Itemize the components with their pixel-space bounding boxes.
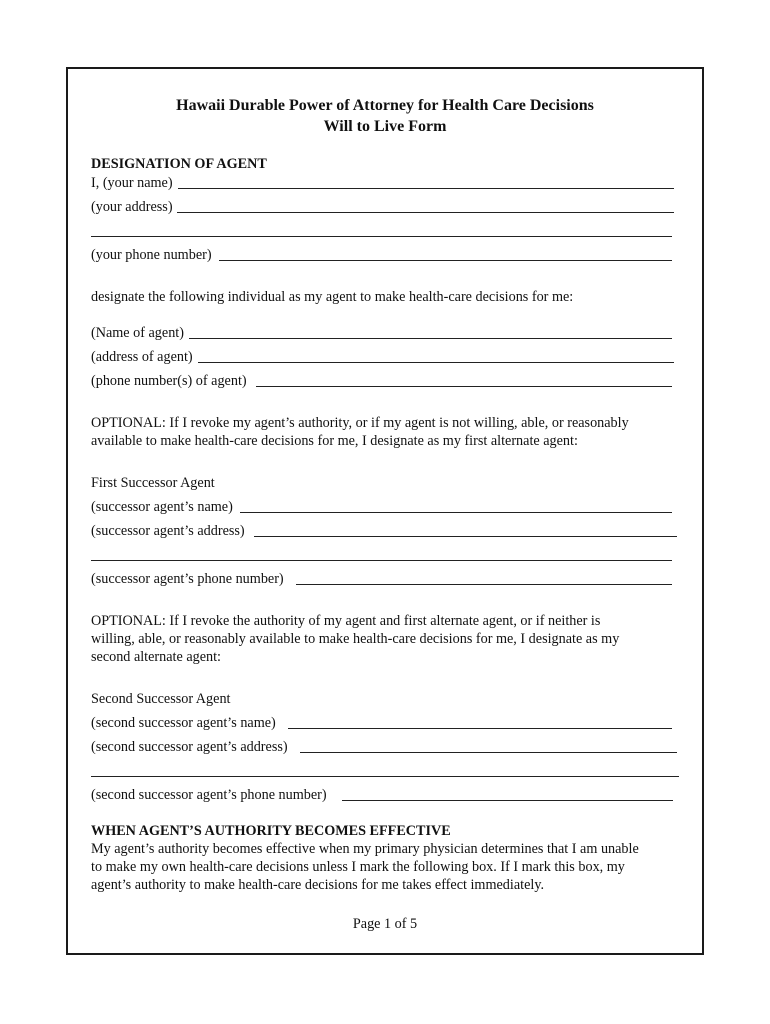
effective-heading: WHEN AGENT’S AUTHORITY BECOMES EFFECTIVE (91, 823, 451, 839)
your-address-field[interactable] (177, 212, 674, 213)
successor-name-label: (successor agent’s name) (91, 499, 233, 515)
successor-phone-field[interactable] (296, 584, 672, 585)
second-successor-address-field-line2[interactable] (91, 776, 679, 777)
optional-first-alternate-line2: available to make health-care decisions for me, I designate as my first alternate agent: (91, 433, 578, 449)
document-title: Hawaii Durable Power of Attorney for Health Care Decisions (176, 97, 594, 114)
second-successor-phone-label: (second successor agent’s phone number) (91, 787, 327, 803)
optional-second-alternate-line3: second alternate agent: (91, 649, 221, 665)
second-successor-name-field[interactable] (288, 728, 672, 729)
your-name-label: I, (your name) (91, 175, 173, 191)
your-phone-field[interactable] (219, 260, 672, 261)
second-successor-name-label: (second successor agent’s name) (91, 715, 276, 731)
first-successor-heading: First Successor Agent (91, 475, 215, 491)
your-phone-label: (your phone number) (91, 247, 212, 263)
optional-second-alternate-line2: willing, able, or reasonably available to make health-care decisions for me, I designate as my (91, 631, 620, 647)
successor-address-field-line2[interactable] (91, 560, 672, 561)
agent-phone-field[interactable] (256, 386, 672, 387)
successor-address-label: (successor agent’s address) (91, 523, 245, 539)
optional-second-alternate-line1: OPTIONAL: If I revoke the authority of my agent and first alternate agent, or if neither is (91, 613, 601, 629)
agent-name-label: (Name of agent) (91, 325, 184, 341)
page-number: Page 1 of 5 (352, 916, 418, 932)
agent-phone-label: (phone number(s) of agent) (91, 373, 247, 389)
document-subtitle: Will to Live Form (323, 118, 447, 135)
designate-statement: designate the following individual as my agent to make health-care decisions for me: (91, 289, 574, 305)
second-successor-heading: Second Successor Agent (91, 691, 231, 707)
your-name-field[interactable] (178, 188, 674, 189)
your-address-field-line2[interactable] (91, 236, 672, 237)
effective-text-line3: agent’s authority to make health-care decisions for me takes effect immediately. (91, 877, 545, 893)
agent-name-field[interactable] (189, 338, 672, 339)
second-successor-phone-field[interactable] (342, 800, 673, 801)
optional-first-alternate-line1: OPTIONAL: If I revoke my agent’s authority, or if my agent is not willing, able, or reasonably (91, 415, 629, 431)
successor-address-field[interactable] (254, 536, 677, 537)
effective-text-line2: to make my own health-care decisions unless I mark the following box. If I mark this box, my (91, 859, 625, 875)
successor-phone-label: (successor agent’s phone number) (91, 571, 284, 587)
agent-address-label: (address of agent) (91, 349, 193, 365)
your-address-label: (your address) (91, 199, 173, 215)
second-successor-address-field[interactable] (300, 752, 677, 753)
second-successor-address-label: (second successor agent’s address) (91, 739, 288, 755)
designation-heading: DESIGNATION OF AGENT (91, 156, 267, 172)
agent-address-field[interactable] (198, 362, 674, 363)
effective-text-line1: My agent’s authority becomes effective when my primary physician determines that I am unable (91, 841, 639, 857)
successor-name-field[interactable] (240, 512, 672, 513)
